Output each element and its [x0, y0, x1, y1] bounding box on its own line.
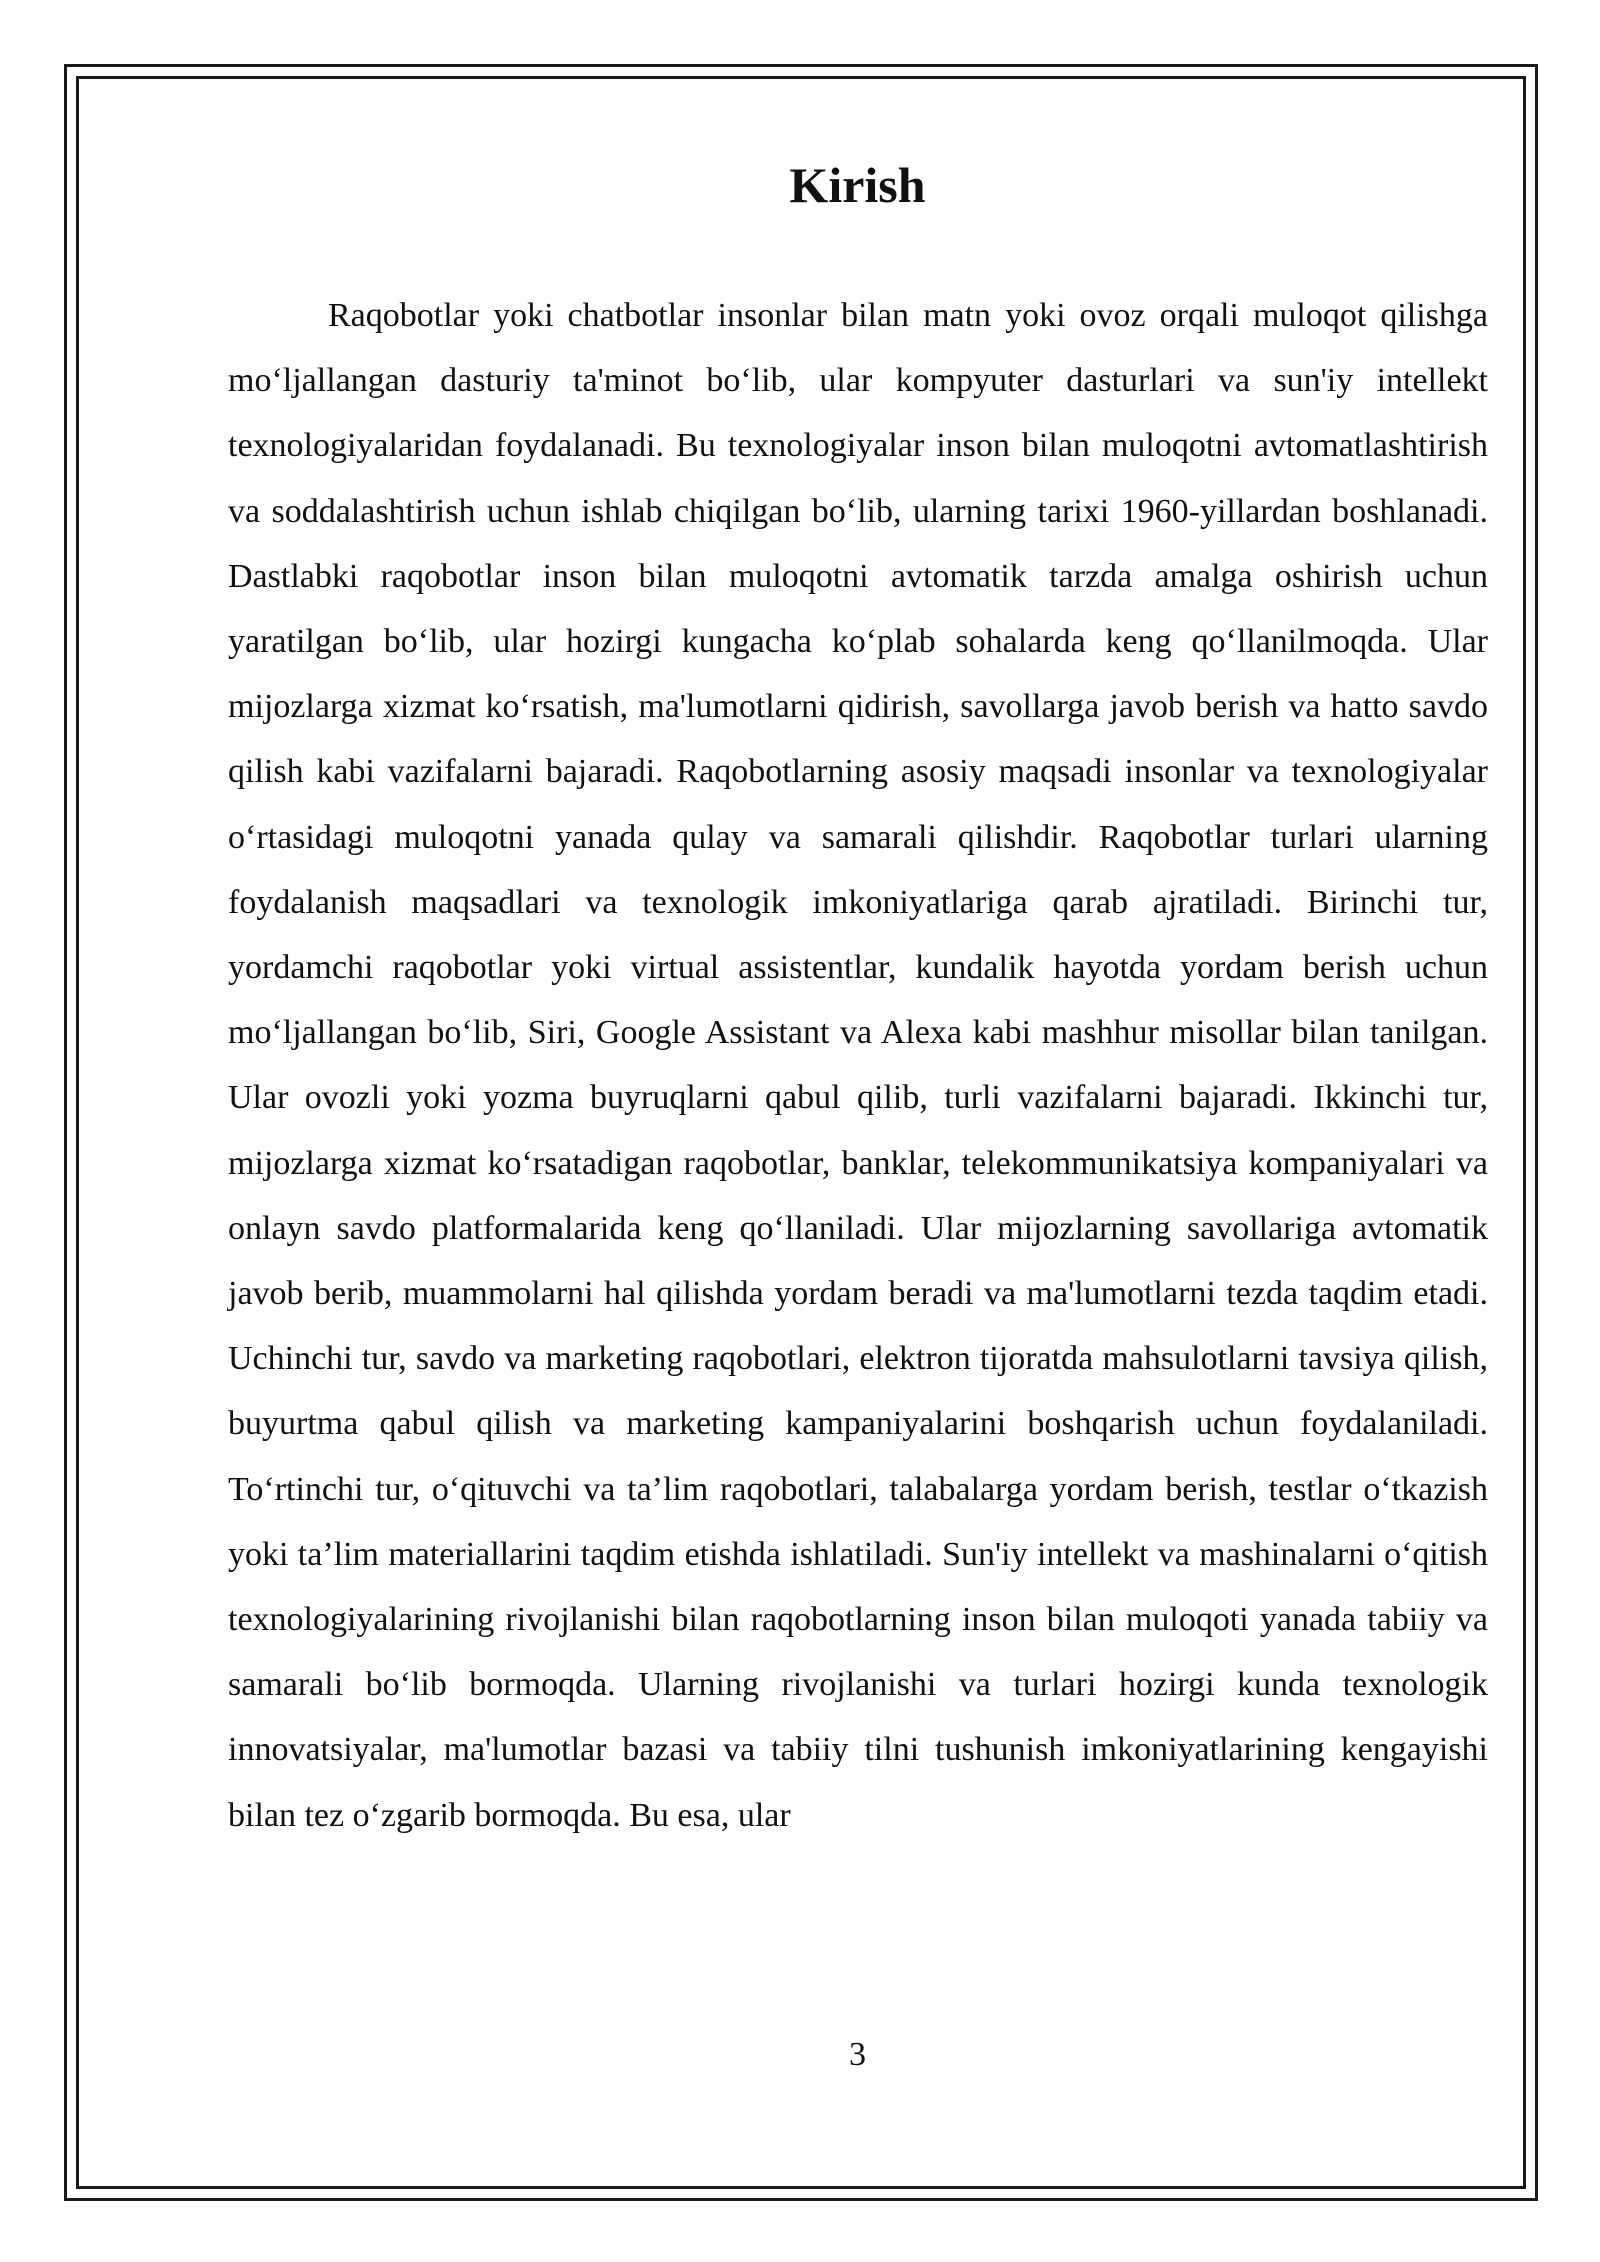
- body-paragraph: Raqobotlar yoki chatbotlar insonlar bilan matn yoki ovoz orqali muloqot qilishga mo‘ljallangan dasturiy ta'minot bo‘lib, ular kompyuter dasturlari va sun'iy intellekt texnologiyalaridan foydalanadi. Bu texnologiyalar inson bilan muloqotni avtomatlashtirish va soddalashtirish uchun ishlab chiqilgan bo‘lib, ularning tarixi 1960-yillardan boshlanadi. Dastlabki raqobotlar inson bilan muloqotni avtomatik tarzda amalga oshirish uchun yaratilgan bo‘lib, ular hozirgi kungacha ko‘plab sohalarda keng qo‘llanilmoqda. Ular mijozlarga xizmat ko‘rsatish, ma'lumotlarni qidirish, savollarga javob berish va hatto savdo qilish kabi vazifalarni bajaradi. Raqobotlarning asosiy maqsadi insonlar va texnologiyalar o‘rtasidagi muloqotni yanada qulay va samarali qilishdir. Raqobotlar turlari ularning foydalanish maqsadlari va texnologik imkoniyatlariga qarab ajratiladi. Birinchi tur, yordamchi raqobotlar yoki virtual assistentlar, kundalik hayotda yordam berish uchun mo‘ljallangan bo‘lib, Siri, Google Assistant va Alexa kabi mashhur misollar bilan tanilgan. Ular ovozli yoki yozma buyruqlarni qabul qilib, turli vazifalarni bajaradi. Ikkinchi tur, mijozlarga xizmat ko‘rsatadigan raqobotlar, banklar, telekommunikatsiya kompaniyalari va onlayn savdo platformalarida keng qo‘llaniladi. Ular mijozlarning savollariga avtomatik javob berib, muammolarni hal qilishda yordam beradi va ma'lumotlarni tezda taqdim etadi. Uchinchi tur, savdo va marketing raqobotlari, elektron tijoratda mahsulotlarni tavsiya qilish, buyurtma qabul qilish va marketing kampaniyalarini boshqarish uchun foydalaniladi. To‘rtinchi tur, o‘qituvchi va ta’lim raqobotlari, talabalarga yordam berish, testlar o‘tkazish yoki ta’lim materiallarini taqdim etishda ishlatiladi. Sun'iy intellekt va mashinalarni o‘qitish texnologiyalarining rivojlanishi bilan raqobotlarning inson bilan muloqoti yanada tabiiy va samarali bo‘lib bormoqda. Ularning rivojlanishi va turlari hozirgi kunda texnologik innovatsiyalar, ma'lumotlar bazasi va tabiiy tilni tushunish imkoniyatlarining kengayishi bilan tez o‘zgarib bormoqda. Bu esa, ular: [228, 297, 1488, 1834]
- page-title: Kirish: [789, 157, 926, 213]
- page-number: 3: [849, 2036, 866, 2073]
